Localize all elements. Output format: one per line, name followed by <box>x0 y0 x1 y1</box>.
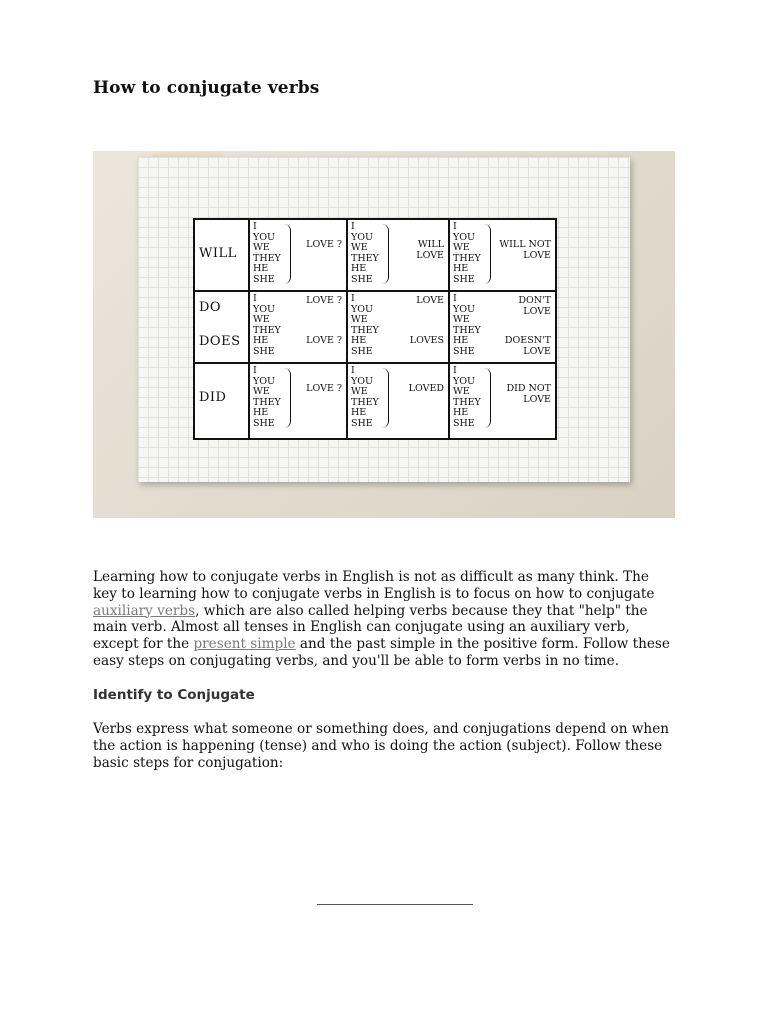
pronoun: SHE <box>253 273 275 285</box>
pronoun: HE <box>253 407 269 419</box>
brace <box>284 368 291 428</box>
verb-form: WILL LOVE <box>416 239 444 261</box>
brace <box>284 224 291 284</box>
pronoun: SHE <box>253 417 275 429</box>
aux-label: DOES <box>199 334 241 349</box>
intro-paragraph <box>93 569 673 670</box>
pronoun: SHE <box>453 345 475 357</box>
footer-rule <box>317 904 473 905</box>
verb-form: DID NOT LOVE <box>506 383 551 405</box>
present-simple-link[interactable]: present simple <box>193 636 296 653</box>
pronoun: WE <box>453 386 470 398</box>
pronoun-list <box>351 222 379 286</box>
pronoun: HE <box>453 335 469 347</box>
pronoun: YOU <box>253 303 276 315</box>
pronoun: THEY <box>453 324 481 336</box>
aux-label: DID <box>199 390 227 405</box>
intro-text-2: , which are also called helping verbs because they that "help" the main verb. Almost all tenses in English can conjugate using an auxiliary verb, except for the <box>93 602 648 653</box>
pronoun: HE <box>253 335 269 347</box>
body-paragraph <box>93 721 673 771</box>
pronoun: YOU <box>253 375 276 387</box>
pronoun: I <box>253 221 257 232</box>
pronoun: THEY <box>253 396 281 408</box>
pronoun: THEY <box>351 252 379 264</box>
pronoun: HE <box>351 263 367 275</box>
pronoun: THEY <box>453 396 481 408</box>
pronoun: THEY <box>453 252 481 264</box>
conjugation-cell <box>348 364 450 438</box>
auxiliary-verbs-link[interactable]: auxiliary verbs <box>93 602 196 619</box>
pronoun: HE <box>351 407 367 419</box>
pronoun: WE <box>351 386 368 398</box>
verb-form-third-person: LOVE ? <box>306 335 342 346</box>
pronoun: SHE <box>453 417 475 429</box>
pronoun: I <box>453 365 457 376</box>
pronoun: I <box>453 221 457 232</box>
conjugation-cell <box>250 220 348 292</box>
pronoun: WE <box>253 386 270 398</box>
pronoun: YOU <box>453 303 476 315</box>
pronoun: HE <box>351 335 367 347</box>
pronoun-list <box>253 222 281 286</box>
pronoun: SHE <box>453 273 475 285</box>
pronoun: YOU <box>351 303 374 315</box>
brace <box>382 368 389 428</box>
conjugation-cell <box>450 292 555 364</box>
pronoun: WE <box>253 242 270 254</box>
brace <box>484 224 491 284</box>
pronoun: I <box>351 365 355 376</box>
verb-form: LOVED <box>408 383 444 394</box>
verb-form: LOVE ? <box>306 383 342 394</box>
pronoun-list <box>453 366 481 430</box>
pronoun: HE <box>453 407 469 419</box>
aux-cell <box>195 364 250 438</box>
aux-cell <box>195 220 250 292</box>
pronoun: YOU <box>351 231 374 243</box>
pronoun-list <box>351 294 379 358</box>
intro-text-3: and the past simple in the positive form. Follow these easy steps on conjugating verbs, and you'll be able to form verbs in no time. <box>93 636 670 669</box>
pronoun: YOU <box>453 231 476 243</box>
aux-cell <box>195 292 250 364</box>
verb-form-third-person: LOVES <box>409 335 444 346</box>
pronoun: YOU <box>453 375 476 387</box>
pronoun-list <box>253 366 281 430</box>
verb-form: LOVE ? <box>306 239 342 250</box>
pronoun: THEY <box>351 396 379 408</box>
pronoun: SHE <box>351 417 373 429</box>
pronoun: THEY <box>253 324 281 336</box>
pronoun-list <box>453 294 481 358</box>
conjugation-cell <box>348 220 450 292</box>
brace <box>382 224 389 284</box>
pronoun: YOU <box>253 231 276 243</box>
pronoun: WE <box>453 314 470 326</box>
pronoun: HE <box>253 263 269 275</box>
pronoun: I <box>253 365 257 376</box>
pronoun-list <box>351 366 379 430</box>
conjugation-table <box>193 218 557 440</box>
aux-label: DO <box>199 300 222 315</box>
pronoun: SHE <box>351 273 373 285</box>
pronoun-list <box>253 294 281 358</box>
pronoun: WE <box>253 314 270 326</box>
pronoun: I <box>453 293 457 304</box>
body-text: Verbs express what someone or something does, and conjugations depend on when the action is happening (tense) and who is doing the action (subject). Follow these basic steps for conjugation: <box>93 721 669 771</box>
section-subheading: Identify to Conjugate <box>93 687 255 703</box>
verb-chart-photo <box>93 151 675 518</box>
verb-form-third-person: DOESN'T LOVE <box>504 335 551 357</box>
pronoun: WE <box>351 242 368 254</box>
pronoun: WE <box>453 242 470 254</box>
verb-form: LOVE <box>416 295 444 306</box>
verb-form: WILL NOT LOVE <box>499 239 551 261</box>
conjugation-cell <box>250 292 348 364</box>
pronoun: I <box>253 293 257 304</box>
intro-text-1: Learning how to conjugate verbs in English is not as difficult as many think. The key to learning how to conjugate verbs in English is to focus on how to conjugate <box>93 569 655 602</box>
pronoun: I <box>351 221 355 232</box>
conjugation-cell <box>348 292 450 364</box>
verb-form: DON'T LOVE <box>518 295 551 317</box>
conjugation-cell <box>450 364 555 438</box>
pronoun: SHE <box>253 345 275 357</box>
pronoun: WE <box>351 314 368 326</box>
pronoun: I <box>351 293 355 304</box>
page-title: How to conjugate verbs <box>93 78 320 98</box>
pronoun: YOU <box>351 375 374 387</box>
pronoun: THEY <box>253 252 281 264</box>
pronoun: SHE <box>351 345 373 357</box>
pronoun: THEY <box>351 324 379 336</box>
conjugation-cell <box>250 364 348 438</box>
verb-form: LOVE ? <box>306 295 342 306</box>
pronoun: HE <box>453 263 469 275</box>
pronoun-list <box>453 222 481 286</box>
aux-label: WILL <box>199 246 237 261</box>
brace <box>484 368 491 428</box>
conjugation-cell <box>450 220 555 292</box>
